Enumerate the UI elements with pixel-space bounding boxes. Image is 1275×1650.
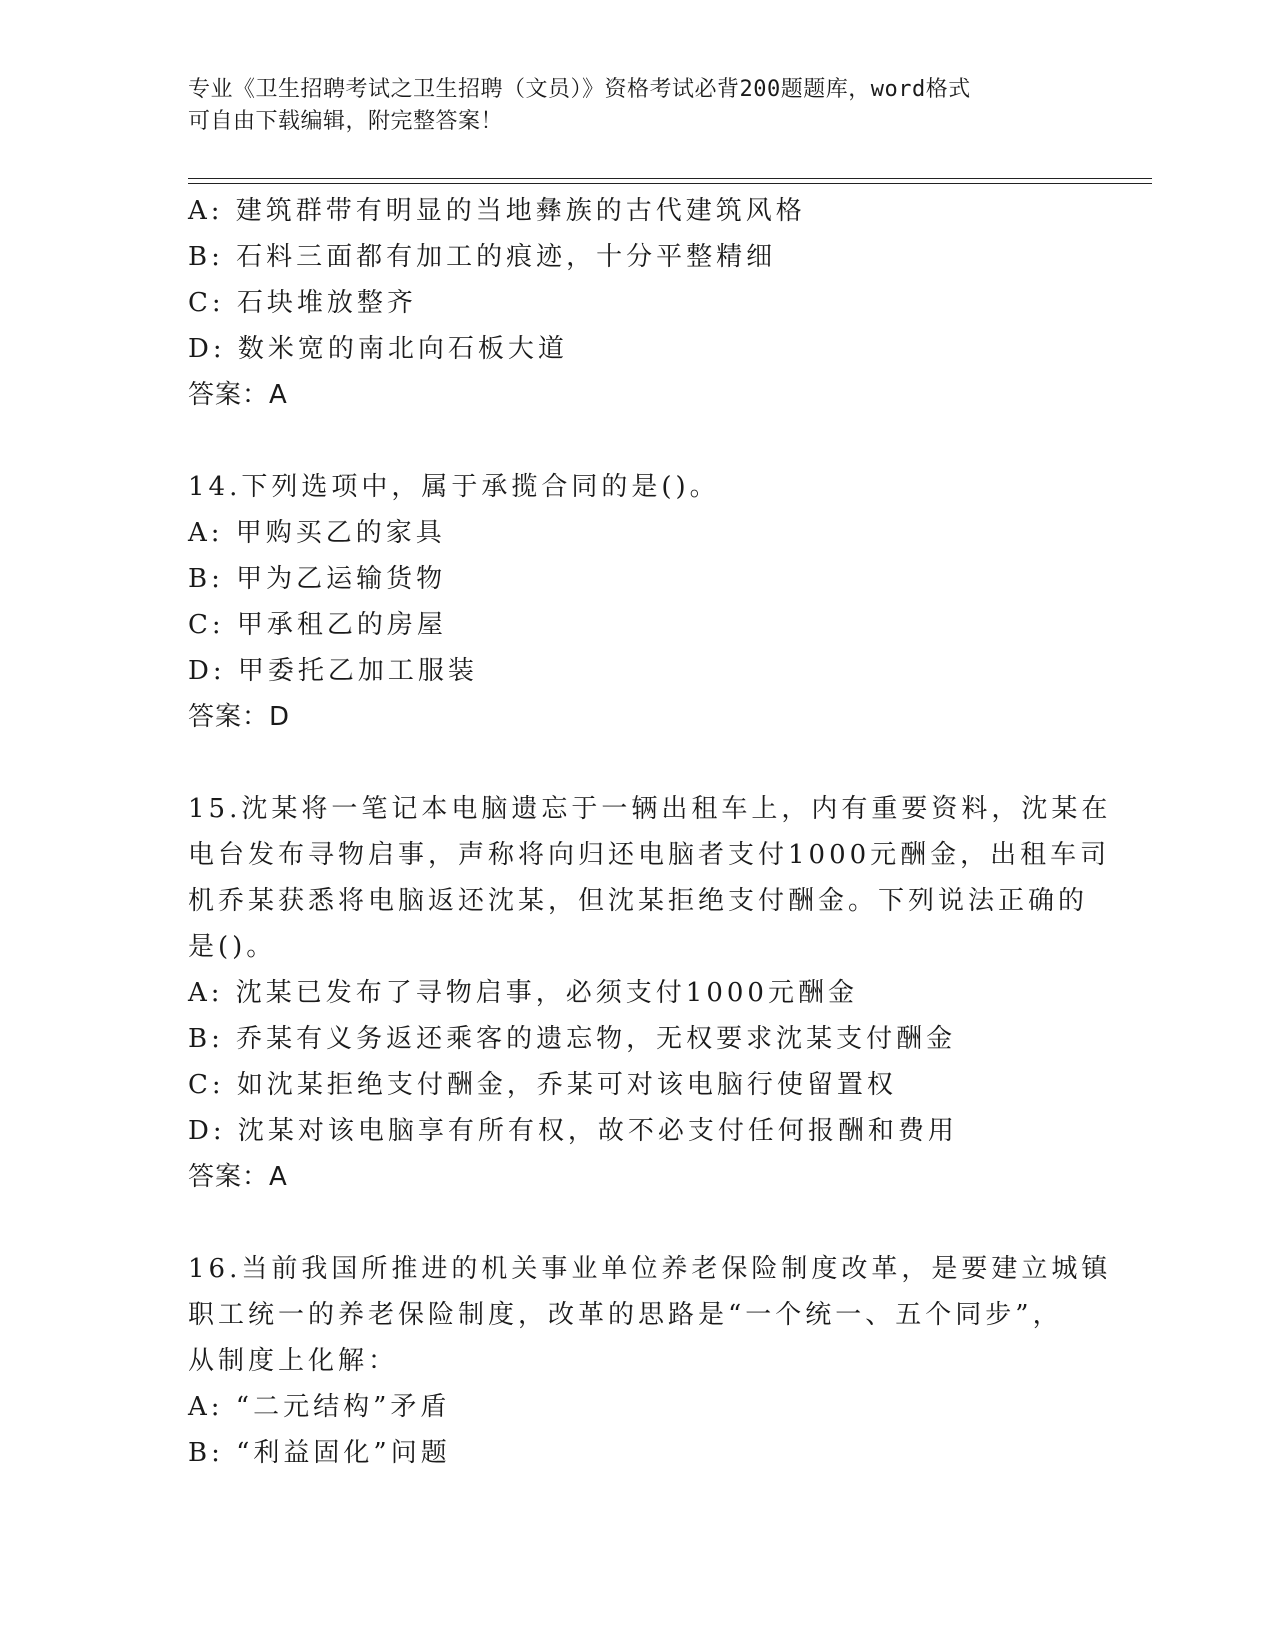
question-13-block — [188, 188, 1088, 418]
question-14-option-a: A: 甲购买乙的家具 — [188, 518, 446, 548]
question-14-option-c: C: 甲承租乙的房屋 — [188, 610, 447, 640]
question-15-block — [188, 786, 1112, 1200]
question-list — [188, 188, 1112, 1476]
question-16-option-b: B: “利益固化”问题 — [188, 1438, 451, 1468]
question-15-text-line-2: 电台发布寻物启事，声称将向归还电脑者支付1000元酬金，出租车司 — [188, 840, 1111, 870]
question-15-option-c: C: 如沈某拒绝支付酬金，乔某可对该电脑行使留置权 — [188, 1070, 897, 1100]
question-14-option-d: D: 甲委托乙加工服装 — [188, 656, 478, 686]
header-divider-bottom — [188, 183, 1152, 184]
question-13-answer: 答案：A — [188, 380, 288, 410]
question-13-option-d: D: 数米宽的南北向石板大道 — [188, 334, 568, 364]
question-14-option-b: B: 甲为乙运输货物 — [188, 564, 447, 594]
question-15-text-line-1: 15.沈某将一笔记本电脑遗忘于一辆出租车上，内有重要资料，沈某在 — [188, 794, 1112, 824]
question-15-text-line-3: 机乔某获悉将电脑返还沈某，但沈某拒绝支付酬金。下列说法正确的 — [188, 886, 1089, 916]
question-15-option-b: B: 乔某有义务返还乘客的遗忘物，无权要求沈某支付酬金 — [188, 1024, 957, 1054]
question-16-text-line-3: 从制度上化解： — [188, 1346, 399, 1376]
header-divider-top — [188, 178, 1152, 179]
header-title-line-2: 可自由下载编辑，附完整答案！ — [188, 109, 504, 134]
spacer — [188, 1200, 1088, 1246]
question-14-text: 14.下列选项中，属于承揽合同的是()。 — [188, 472, 720, 502]
question-16-option-a: A: “二元结构”矛盾 — [188, 1392, 451, 1422]
question-15-option-d: D: 沈某对该电脑享有所有权，故不必支付任何报酬和费用 — [188, 1116, 958, 1146]
question-16-block — [188, 1246, 1112, 1476]
question-16-text-line-2: 职工统一的养老保险制度，改革的思路是“一个统一、五个同步”， — [188, 1300, 1063, 1330]
question-15-answer: 答案：A — [188, 1162, 288, 1192]
question-13-option-c: C: 石块堆放整齐 — [188, 288, 417, 318]
question-16-text-line-1: 16.当前我国所推进的机关事业单位养老保险制度改革，是要建立城镇 — [188, 1254, 1112, 1284]
header-title-line-1: 专业《卫生招聘考试之卫生招聘（文员）》资格考试必背200题题库，word格式 — [188, 77, 971, 102]
question-15-option-a: A: 沈某已发布了寻物启事，必须支付1000元酬金 — [188, 978, 858, 1008]
question-13-option-b: B: 石料三面都有加工的痕迹，十分平整精细 — [188, 242, 777, 272]
spacer — [188, 418, 1088, 464]
question-13-option-a: A: 建筑群带有明显的当地彝族的古代建筑风格 — [188, 196, 806, 226]
question-14-block — [188, 464, 1088, 740]
question-15-text-line-4: 是()。 — [188, 932, 277, 962]
spacer — [188, 740, 1088, 786]
document-header — [188, 74, 1088, 138]
question-14-answer: 答案：D — [188, 702, 291, 732]
